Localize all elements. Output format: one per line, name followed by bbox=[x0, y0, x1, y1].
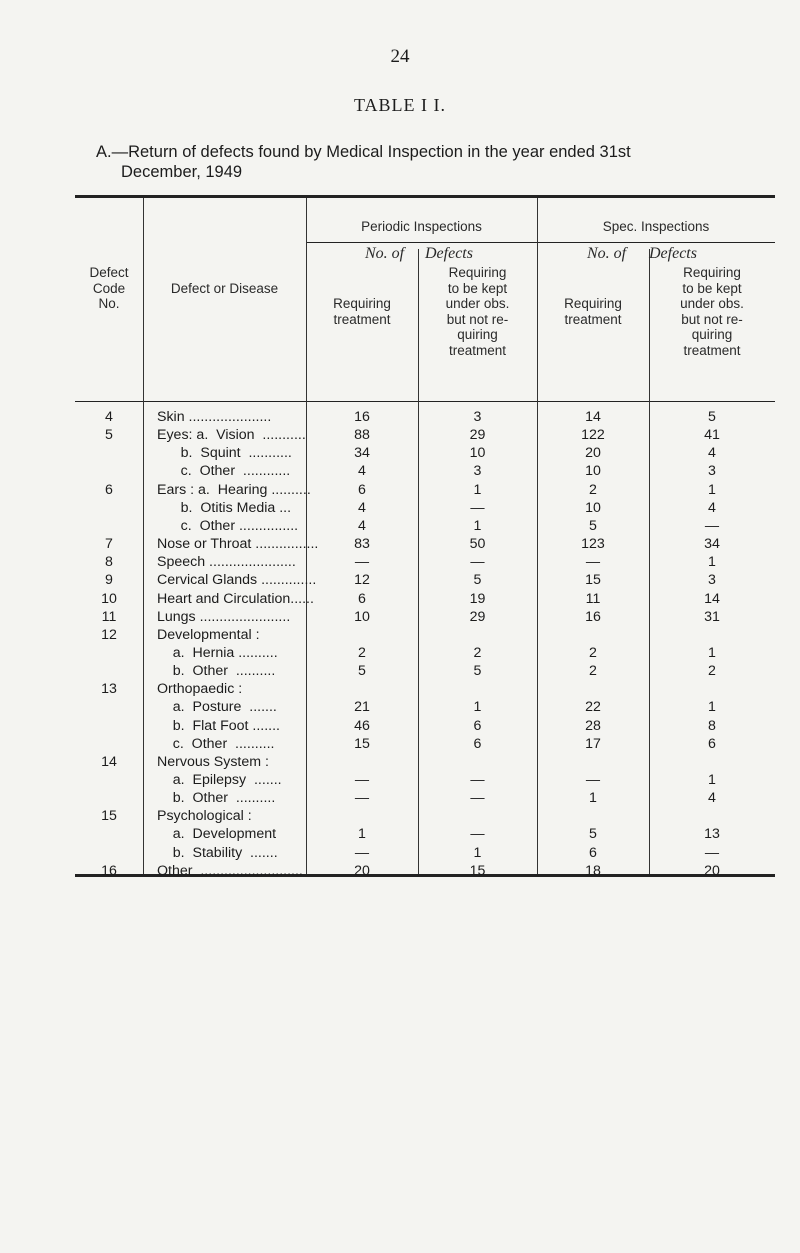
subtitle-line-2: December, 1949 bbox=[121, 163, 243, 181]
defect-name-cell: Skin ..................... bbox=[157, 409, 272, 425]
periodic-treatment-cell: 5 bbox=[358, 663, 366, 680]
special-requiring-observation-line-5: quiring bbox=[691, 327, 733, 342]
defect-name-cell: b. Stability ....... bbox=[157, 844, 278, 861]
special-observation-cell: 14 bbox=[704, 590, 720, 607]
periodic-treatment-cell: 10 bbox=[354, 608, 370, 625]
periodic-observation-cell: 29 bbox=[469, 427, 486, 444]
periodic-treatment-cell: — bbox=[354, 772, 370, 788]
table-title: TABLE I I. bbox=[353, 95, 447, 115]
periodic-inspections-header: Periodic Inspections bbox=[361, 219, 482, 234]
subtitle-line-1: A.—Return of defects found by Medical Inspection in the year ended 31st bbox=[96, 143, 631, 161]
defect-name-cell: Eyes: a. Vision ........... bbox=[157, 427, 306, 444]
special-observation-cell: 13 bbox=[704, 826, 720, 843]
periodic-treatment-cell: 4 bbox=[358, 499, 366, 516]
defect-name-cell: a. Hernia .......... bbox=[157, 644, 278, 661]
periodic-requiring-observation-line-4: but not re- bbox=[446, 311, 509, 327]
periodic-treatment-cell: — bbox=[354, 790, 370, 807]
periodic-requiring-treatment-line-1: Requiring bbox=[333, 296, 391, 311]
special-treatment-cell bbox=[537, 753, 649, 771]
defect-code-cell: 6 bbox=[105, 481, 113, 498]
periodic-observation-cell: — bbox=[470, 790, 485, 807]
special-requiring-observation-line-4: but not re- bbox=[681, 311, 743, 327]
defect-or-disease-header: Defect or Disease bbox=[170, 281, 279, 296]
periodic-treatment-cell: 16 bbox=[354, 409, 370, 425]
periodic-treatment-cell: 4 bbox=[358, 517, 366, 534]
periodic-observation-cell: 15 bbox=[469, 862, 486, 879]
defect-code-cell: 8 bbox=[105, 554, 113, 571]
defect-code-cell bbox=[75, 771, 143, 789]
special-treatment-cell: 16 bbox=[585, 608, 601, 625]
defect-code-cell bbox=[75, 825, 143, 843]
periodic-treatment-cell bbox=[306, 753, 418, 771]
defect-code-cell bbox=[75, 462, 143, 480]
periodic-requiring-observation-line-5: quiring bbox=[457, 327, 498, 342]
periodic-observation-cell: 10 bbox=[469, 445, 486, 462]
defect-name-cell: c. Other ............ bbox=[157, 463, 291, 480]
special-treatment-cell: 22 bbox=[585, 699, 601, 716]
periodic-observation-cell: 2 bbox=[473, 644, 482, 661]
defect-name-cell: b. Other .......... bbox=[157, 663, 276, 680]
special-requiring-observation-line-6: treatment bbox=[683, 342, 741, 358]
special-treatment-cell: 6 bbox=[589, 844, 597, 861]
special-observation-cell: 1 bbox=[708, 644, 716, 661]
periodic-observation-cell: 29 bbox=[469, 608, 486, 625]
periodic-observation-cell: — bbox=[470, 554, 485, 571]
periodic-observation-cell bbox=[418, 680, 537, 698]
periodic-observation-cell: — bbox=[470, 826, 485, 843]
defect-name-cell: c. Other .......... bbox=[157, 735, 275, 752]
periodic-treatment-cell: 2 bbox=[358, 644, 366, 661]
defect-code-cell: 5 bbox=[105, 427, 113, 444]
special-observation-cell: 1 bbox=[708, 699, 716, 716]
periodic-requiring-observation-line-1: Requiring bbox=[448, 265, 507, 280]
periodic-treatment-cell: 34 bbox=[354, 445, 370, 462]
defect-code-cell: 12 bbox=[101, 626, 117, 643]
defect-code-cell bbox=[75, 444, 143, 462]
special-requiring-observation-line-3: under obs. bbox=[680, 296, 744, 311]
defect-code-cell: 4 bbox=[105, 409, 113, 425]
periodic-treatment-cell: 21 bbox=[354, 699, 370, 716]
defect-code-cell: 13 bbox=[101, 681, 117, 698]
special-treatment-cell: 5 bbox=[589, 517, 597, 534]
defect-name-cell: Nose or Throat ................ bbox=[157, 536, 319, 553]
special-observation-cell: 20 bbox=[704, 862, 720, 879]
special-treatment-cell bbox=[537, 807, 649, 825]
defect-code-header bbox=[75, 265, 143, 312]
periodic-requiring-treatment-header bbox=[306, 296, 418, 327]
defect-code-cell: 16 bbox=[101, 862, 117, 879]
special-treatment-cell: 18 bbox=[585, 862, 601, 879]
defects-table bbox=[75, 195, 775, 877]
defect-code-cell: 14 bbox=[101, 753, 117, 770]
special-observation-cell: 5 bbox=[708, 409, 716, 425]
special-observation-cell: 31 bbox=[704, 608, 720, 625]
periodic-treatment-cell: 6 bbox=[358, 590, 366, 607]
periodic-treatment-cell: 46 bbox=[354, 717, 370, 734]
special-requiring-treatment-header bbox=[537, 296, 649, 327]
defect-name-cell: Psychological : bbox=[157, 808, 252, 825]
special-treatment-cell: 2 bbox=[589, 663, 597, 680]
defect-name-cell: Lungs ....................... bbox=[157, 608, 291, 625]
periodic-observation-cell: — bbox=[470, 499, 485, 516]
inspections-rule bbox=[306, 242, 775, 243]
periodic-treatment-cell: 1 bbox=[358, 826, 366, 843]
special-observation-cell: 4 bbox=[708, 445, 716, 462]
special-observation-cell bbox=[649, 680, 775, 698]
special-requiring-treatment-line-2: treatment bbox=[564, 311, 622, 327]
periodic-treatment-cell: 20 bbox=[354, 862, 370, 879]
periodic-observation-cell: 3 bbox=[473, 463, 482, 480]
periodic-requiring-observation-line-6: treatment bbox=[448, 342, 507, 358]
defect-name-cell: Speech ...................... bbox=[157, 554, 296, 571]
special-defects-label: Defects bbox=[649, 245, 697, 262]
defect-name-cell: a. Posture ....... bbox=[157, 699, 277, 716]
special-treatment-cell: — bbox=[585, 554, 601, 571]
special-observation-cell: 34 bbox=[704, 536, 720, 553]
periodic-treatment-cell: 6 bbox=[358, 481, 366, 498]
defect-code-cell bbox=[75, 517, 143, 535]
periodic-defects-label: Defects bbox=[425, 245, 473, 262]
periodic-treatment-cell: 12 bbox=[354, 572, 370, 589]
periodic-treatment-cell bbox=[306, 626, 418, 644]
defect-code-cell bbox=[75, 662, 143, 680]
special-treatment-cell: 122 bbox=[581, 427, 605, 444]
defect-name-cell: b. Otitis Media ... bbox=[157, 499, 292, 516]
special-treatment-cell: 17 bbox=[585, 735, 601, 752]
defect-code-cell bbox=[75, 844, 143, 862]
periodic-observation-cell bbox=[418, 807, 537, 825]
defect-code-cell: 15 bbox=[101, 808, 117, 825]
special-observation-cell: 2 bbox=[708, 663, 716, 680]
special-observation-cell: 1 bbox=[708, 772, 716, 788]
special-observation-cell: 1 bbox=[708, 481, 716, 498]
defect-name-cell: Ears : a. Hearing .......... bbox=[157, 481, 311, 498]
defect-name-cell: Other .......................... bbox=[157, 862, 303, 879]
page-number: 24 bbox=[390, 46, 410, 67]
periodic-observation-cell: 6 bbox=[473, 735, 482, 752]
defect-code-cell bbox=[75, 644, 143, 662]
special-inspections-header: Spec. Inspections bbox=[602, 219, 710, 234]
special-observation-cell: 4 bbox=[708, 499, 716, 516]
special-treatment-cell: 10 bbox=[585, 463, 601, 480]
periodic-observation-cell: 5 bbox=[473, 572, 482, 589]
special-treatment-cell: 1 bbox=[589, 790, 597, 807]
periodic-treatment-cell: 83 bbox=[354, 536, 370, 553]
defect-name-cell: Heart and Circulation...... bbox=[157, 590, 314, 607]
defect-name-cell: Developmental : bbox=[157, 626, 260, 643]
defect-code-cell: 10 bbox=[101, 590, 117, 607]
periodic-requiring-treatment-line-2: treatment bbox=[333, 311, 391, 327]
periodic-requiring-observation-line-2: to be kept bbox=[447, 280, 508, 296]
periodic-observation-cell: 6 bbox=[473, 717, 482, 734]
defect-name-cell: b. Flat Foot ....... bbox=[157, 717, 280, 734]
defect-name-cell: Cervical Glands .............. bbox=[157, 572, 317, 589]
special-observation-cell: 1 bbox=[708, 554, 716, 571]
special-observation-cell: 3 bbox=[708, 463, 716, 480]
defect-name-cell: c. Other ............... bbox=[157, 517, 299, 534]
special-observation-cell: 8 bbox=[708, 717, 716, 734]
periodic-observation-cell: 3 bbox=[473, 409, 482, 425]
defect-code-cell: 7 bbox=[105, 536, 113, 553]
special-observation-cell bbox=[649, 626, 775, 644]
special-treatment-cell: 123 bbox=[581, 536, 605, 553]
defect-code-header-line-3: No. bbox=[98, 296, 120, 311]
special-treatment-cell: 10 bbox=[585, 499, 601, 516]
special-treatment-cell: 5 bbox=[589, 826, 597, 843]
top-rule bbox=[75, 195, 775, 198]
periodic-observation-cell: 1 bbox=[473, 699, 482, 716]
periodic-observation-cell: 19 bbox=[469, 590, 486, 607]
defect-code-cell: 9 bbox=[105, 572, 113, 589]
special-requiring-observation-header bbox=[649, 265, 775, 358]
defect-code-cell bbox=[75, 698, 143, 716]
defect-code-cell bbox=[75, 735, 143, 753]
defect-name-cell: a. Development bbox=[157, 826, 277, 843]
special-treatment-cell: 14 bbox=[585, 409, 601, 425]
periodic-treatment-cell bbox=[306, 680, 418, 698]
periodic-observation-cell: — bbox=[470, 772, 485, 788]
special-treatment-cell: 20 bbox=[585, 445, 601, 462]
periodic-observation-cell: 50 bbox=[469, 536, 486, 553]
periodic-requiring-observation-line-3: under obs. bbox=[445, 296, 510, 311]
periodic-observation-cell: 1 bbox=[473, 517, 482, 534]
defect-name-cell: b. Other .......... bbox=[157, 790, 276, 807]
special-treatment-cell: — bbox=[585, 772, 601, 788]
special-requiring-observation-line-1: Requiring bbox=[683, 265, 741, 280]
defect-code-cell bbox=[75, 499, 143, 517]
special-treatment-cell: 2 bbox=[589, 481, 597, 498]
defect-code-cell bbox=[75, 717, 143, 735]
special-observation-cell: — bbox=[704, 517, 720, 534]
periodic-observation-cell bbox=[418, 753, 537, 771]
special-observation-cell: 4 bbox=[708, 790, 716, 807]
special-requiring-observation-line-2: to be kept bbox=[682, 280, 742, 296]
periodic-requiring-observation-header bbox=[418, 265, 537, 358]
periodic-treatment-cell: 15 bbox=[354, 735, 370, 752]
periodic-no-of-label: No. of bbox=[365, 245, 405, 262]
special-no-of-label: No. of bbox=[587, 245, 627, 262]
special-treatment-cell bbox=[537, 626, 649, 644]
special-observation-cell bbox=[649, 807, 775, 825]
special-treatment-cell: 2 bbox=[589, 644, 597, 661]
special-observation-cell: 3 bbox=[708, 572, 716, 589]
defect-name-cell: b. Squint ........... bbox=[157, 445, 292, 462]
defect-code-cell bbox=[75, 789, 143, 807]
periodic-observation-cell: 1 bbox=[473, 844, 482, 861]
defect-code-header-line-2: Code bbox=[92, 280, 126, 296]
special-observation-cell bbox=[649, 753, 775, 771]
periodic-treatment-cell bbox=[306, 807, 418, 825]
periodic-observation-cell: 1 bbox=[473, 481, 482, 498]
header-bottom-rule bbox=[75, 401, 775, 402]
special-treatment-cell: 11 bbox=[585, 590, 601, 607]
special-observation-cell: 41 bbox=[704, 427, 720, 444]
periodic-observation-cell bbox=[418, 626, 537, 644]
defect-name-cell: Nervous System : bbox=[157, 753, 269, 770]
periodic-treatment-cell: — bbox=[354, 554, 370, 571]
defect-name-cell: a. Epilepsy ....... bbox=[157, 772, 282, 788]
periodic-treatment-cell: — bbox=[354, 844, 370, 861]
defect-code-header-line-1: Defect bbox=[89, 265, 129, 280]
special-treatment-cell bbox=[537, 680, 649, 698]
code-column-divider bbox=[143, 198, 144, 874]
special-treatment-cell: 28 bbox=[585, 717, 601, 734]
defect-code-cell: 11 bbox=[101, 608, 117, 625]
defect-name-cell: Orthopaedic : bbox=[157, 681, 243, 698]
periodic-observation-cell: 5 bbox=[473, 663, 482, 680]
table-subtitle bbox=[96, 142, 786, 182]
periodic-treatment-cell: 88 bbox=[354, 427, 370, 444]
special-observation-cell: 6 bbox=[708, 735, 716, 752]
periodic-treatment-cell: 4 bbox=[358, 463, 366, 480]
special-requiring-treatment-line-1: Requiring bbox=[564, 296, 622, 311]
special-treatment-cell: 15 bbox=[585, 572, 601, 589]
special-observation-cell: — bbox=[704, 844, 720, 861]
